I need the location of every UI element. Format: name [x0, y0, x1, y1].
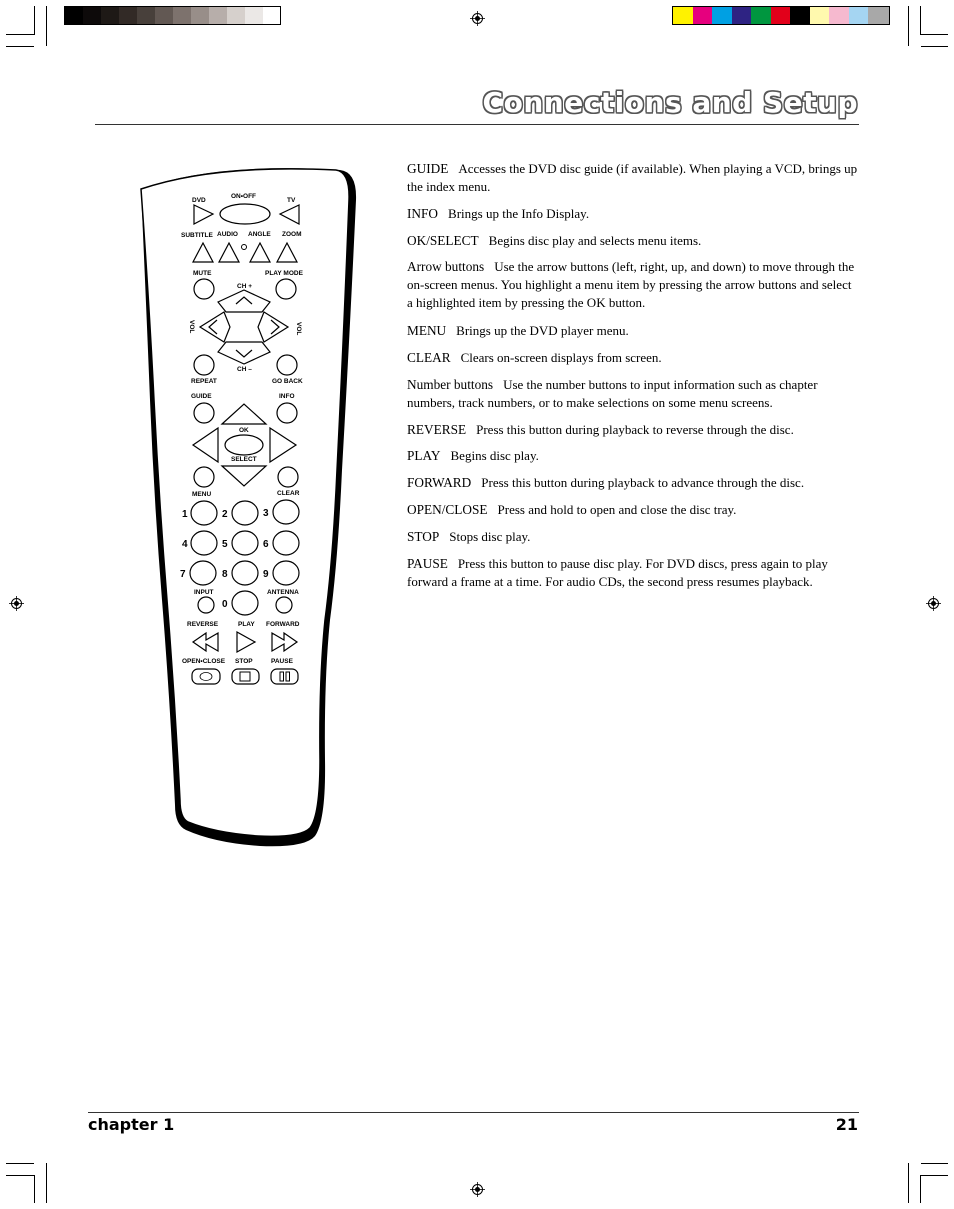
remote-label-info: INFO	[279, 393, 295, 400]
gray-swatch	[227, 7, 245, 24]
remote-label-n0: 0	[222, 599, 228, 610]
remote-label-zoom: ZOOM	[282, 231, 302, 238]
description-open-close	[407, 501, 859, 519]
number-0-button[interactable]	[232, 591, 258, 615]
remote-label-ok: OK	[239, 427, 249, 434]
remote-label-repeat: REPEAT	[191, 378, 217, 385]
remote-label-stop: STOP	[235, 658, 253, 665]
term-pause: PAUSE	[407, 556, 448, 571]
remote-label-vol-left: VOL	[188, 320, 195, 334]
remote-label-chminus: CH –	[237, 366, 252, 373]
description-menu	[407, 322, 859, 340]
repeat-button[interactable]	[194, 355, 214, 375]
color-swatch	[829, 7, 849, 24]
description-info	[407, 205, 859, 223]
remote-label-antenna: ANTENNA	[267, 589, 299, 596]
gray-swatch	[65, 7, 83, 24]
remote-label-subtitle: SUBTITLE	[181, 232, 213, 239]
page-title: Connections and Setup	[482, 86, 858, 119]
description-stop	[407, 528, 859, 546]
term-arrow-buttons: Arrow buttons	[407, 259, 485, 274]
number-4-button[interactable]	[191, 531, 217, 555]
remote-label-play: PLAY	[238, 621, 255, 628]
description-text: Stops disc play.	[449, 529, 531, 544]
term-forward: FORWARD	[407, 475, 472, 490]
number-8-button[interactable]	[232, 561, 258, 585]
remote-label-onoff: ON•OFF	[231, 193, 257, 200]
chapter-label: chapter 1	[88, 1115, 175, 1134]
input-button[interactable]	[198, 597, 214, 613]
color-swatch	[732, 7, 751, 24]
description-reverse	[407, 421, 859, 439]
color-swatch	[790, 7, 810, 24]
gray-swatch	[173, 7, 191, 24]
term-play: PLAY	[407, 448, 441, 463]
pause-button[interactable]	[271, 669, 298, 684]
term-clear: CLEAR	[407, 350, 451, 365]
color-swatch	[693, 7, 712, 24]
description-text: Begins disc play and selects menu items.	[488, 233, 702, 248]
gray-swatch	[119, 7, 137, 24]
description-text: Accesses the DVD disc guide (if available). When playing a VCD, brings up the index menu.	[407, 161, 858, 195]
term-menu: MENU	[407, 323, 447, 338]
antenna-button[interactable]	[276, 597, 292, 613]
gray-swatch	[83, 7, 101, 24]
term-number-buttons: Number buttons	[407, 377, 494, 392]
remote-label-n5: 5	[222, 539, 228, 550]
color-swatch	[849, 7, 868, 24]
description-arrow-buttons	[407, 258, 859, 313]
remote-label-n4: 4	[182, 539, 188, 550]
go-back-button[interactable]	[277, 355, 297, 375]
page-number: 21	[835, 1115, 858, 1134]
remote-label-mute: MUTE	[193, 270, 212, 277]
guide-button[interactable]	[194, 403, 214, 423]
color-calibration-bar	[672, 6, 890, 25]
remote-label-angle: ANGLE	[248, 231, 271, 238]
description-text: Use the number buttons to input information such as chapter numbers, track numbers, or to make selections on some menu screens.	[407, 377, 818, 411]
remote-label-audio: AUDIO	[217, 231, 238, 238]
remote-label-playmode: PLAY MODE	[265, 270, 303, 277]
gray-swatch	[155, 7, 173, 24]
registration-mark-icon	[9, 596, 24, 611]
remote-control-illustration	[128, 158, 364, 848]
description-text: Use the arrow buttons (left, right, up, and down) to move through the on-screen menus. You highlight a menu item by pressing the arrow buttons and select a highlighted item by pressing the OK button.	[407, 259, 855, 311]
term-open-close: OPEN/CLOSE	[407, 502, 488, 517]
gray-swatch	[137, 7, 155, 24]
color-swatch	[673, 7, 693, 24]
color-swatch	[712, 7, 732, 24]
menu-button[interactable]	[194, 467, 214, 487]
description-text: Begins disc play.	[450, 448, 539, 463]
grayscale-calibration-bar	[64, 6, 281, 25]
description-pause	[407, 555, 859, 591]
gray-swatch	[191, 7, 209, 24]
number-2-button[interactable]	[232, 501, 258, 525]
remote-label-goback: GO BACK	[272, 378, 303, 385]
indicator-light	[242, 245, 247, 250]
remote-label-n1: 1	[182, 509, 188, 520]
remote-label-pause: PAUSE	[271, 658, 293, 665]
on-off-button[interactable]	[220, 204, 270, 224]
remote-label-n2: 2	[222, 509, 228, 520]
remote-label-reverse: REVERSE	[187, 621, 219, 628]
remote-label-forward: FORWARD	[266, 621, 300, 628]
term-guide: GUIDE	[407, 161, 449, 176]
description-ok-select	[407, 232, 859, 250]
registration-mark-icon	[926, 596, 941, 611]
play-mode-button[interactable]	[276, 279, 296, 299]
gray-swatch	[209, 7, 227, 24]
info-button[interactable]	[277, 403, 297, 423]
number-7-button[interactable]	[190, 561, 216, 585]
color-swatch	[771, 7, 790, 24]
open-close-button[interactable]	[192, 669, 220, 684]
description-clear	[407, 349, 859, 367]
term-info: INFO	[407, 206, 439, 221]
remote-label-n9: 9	[263, 569, 269, 580]
description-number-buttons	[407, 376, 859, 412]
remote-label-n7: 7	[180, 569, 186, 580]
remote-label-select: SELECT	[231, 456, 257, 463]
footer-rule	[88, 1112, 859, 1113]
color-swatch	[751, 7, 771, 24]
remote-label-clear: CLEAR	[277, 490, 300, 497]
remote-label-input: INPUT	[194, 589, 214, 596]
ok-select-button[interactable]	[225, 435, 263, 455]
remote-label-tv: TV	[287, 197, 296, 204]
header-rule	[95, 124, 859, 125]
remote-label-n3: 3	[263, 508, 269, 519]
number-9-button[interactable]	[273, 561, 299, 585]
number-5-button[interactable]	[232, 531, 258, 555]
remote-label-chplus: CH +	[237, 283, 252, 290]
description-text: Press this button to pause disc play. For DVD discs, press again to play forward a frame at a time. For audio CDs, the second press resumes playback.	[407, 556, 828, 590]
gray-swatch	[101, 7, 119, 24]
remote-label-n8: 8	[222, 569, 228, 580]
description-forward	[407, 474, 859, 492]
stop-button[interactable]	[232, 669, 259, 684]
mute-button[interactable]	[194, 279, 214, 299]
number-3-button[interactable]	[273, 500, 299, 524]
term-stop: STOP	[407, 529, 440, 544]
number-6-button[interactable]	[273, 531, 299, 555]
term-reverse: REVERSE	[407, 422, 467, 437]
remote-label-n6: 6	[263, 539, 269, 550]
gray-swatch	[245, 7, 263, 24]
remote-label-openclose: OPEN•CLOSE	[182, 658, 226, 665]
color-swatch	[868, 7, 889, 24]
description-text: Press this button during playback to advance through the disc.	[481, 475, 805, 490]
description-text: Press and hold to open and close the disc tray.	[497, 502, 737, 517]
term-ok-select: OK/SELECT	[407, 233, 479, 248]
registration-mark-icon	[470, 11, 485, 26]
number-1-button[interactable]	[191, 501, 217, 525]
registration-mark-icon	[470, 1182, 485, 1197]
description-text: Brings up the DVD player menu.	[456, 323, 629, 338]
color-swatch	[810, 7, 829, 24]
description-play	[407, 447, 859, 465]
remote-label-vol-right: VOL	[295, 322, 302, 336]
remote-label-menu: MENU	[192, 491, 212, 498]
remote-label-dvd: DVD	[192, 197, 206, 204]
gray-swatch	[263, 7, 280, 24]
clear-button[interactable]	[278, 467, 298, 487]
description-guide	[407, 160, 859, 196]
description-text: Clears on-screen displays from screen.	[460, 350, 662, 365]
description-text: Brings up the Info Display.	[448, 206, 590, 221]
description-text: Press this button during playback to reverse through the disc.	[476, 422, 794, 437]
remote-label-guide: GUIDE	[191, 393, 212, 400]
